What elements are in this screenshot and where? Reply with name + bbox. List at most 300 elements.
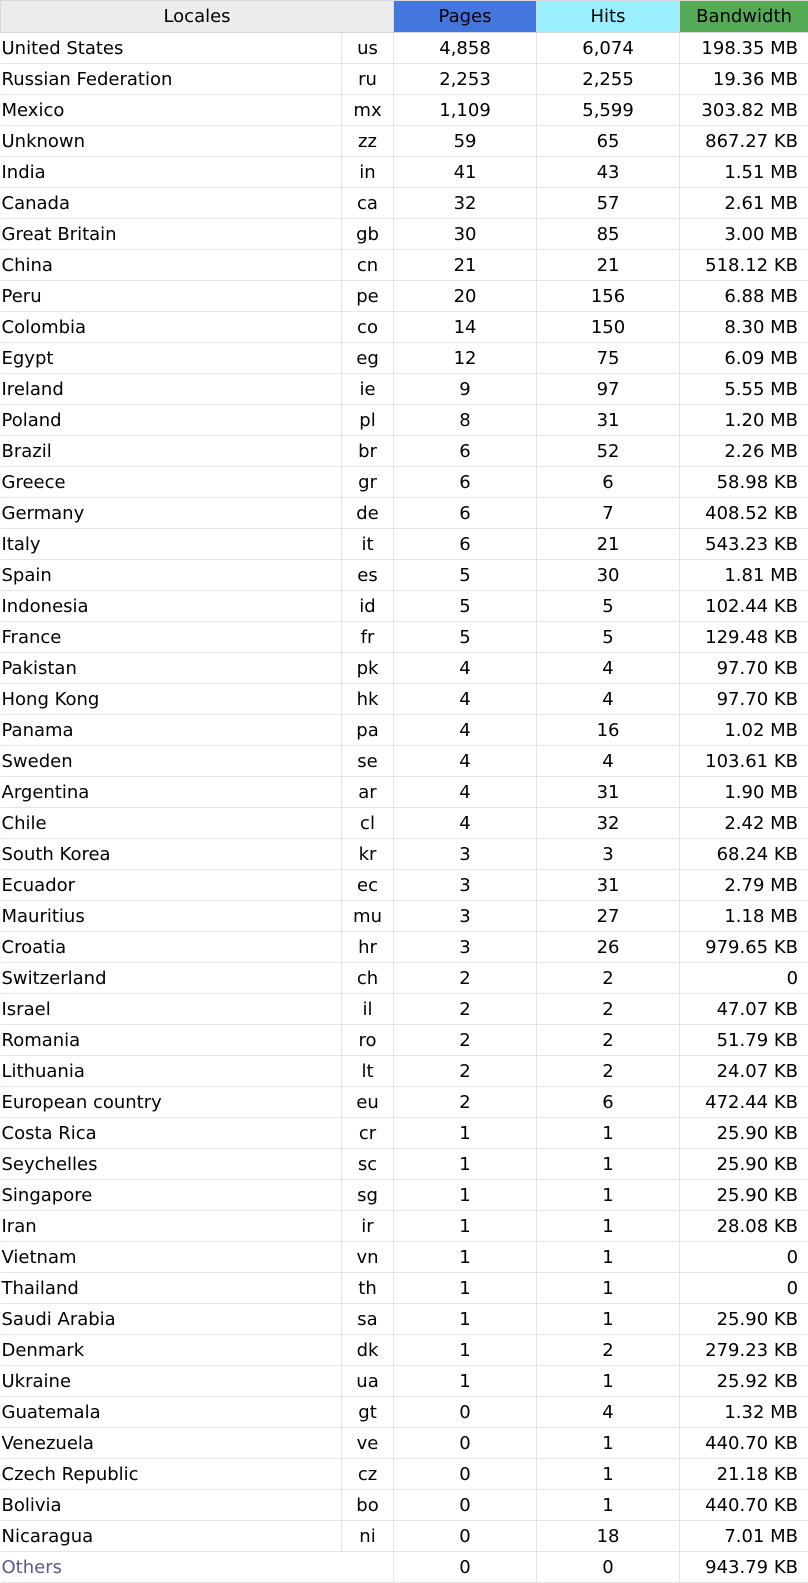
- country-name: South Korea: [1, 839, 342, 870]
- bandwidth-value: 28.08 KB: [680, 1211, 808, 1242]
- country-code: th: [342, 1273, 394, 1304]
- pages-value: 2,253: [394, 64, 537, 95]
- country-name: Poland: [1, 405, 342, 436]
- table-row: [1, 374, 808, 405]
- country-code: gt: [342, 1397, 394, 1428]
- bandwidth-value: 25.90 KB: [680, 1304, 808, 1335]
- pages-value: 1: [394, 1242, 537, 1273]
- country-name: Germany: [1, 498, 342, 529]
- country-code: pa: [342, 715, 394, 746]
- country-code: eg: [342, 343, 394, 374]
- pages-value: 4: [394, 808, 537, 839]
- pages-value: 59: [394, 126, 537, 157]
- hits-value: 6: [537, 1087, 680, 1118]
- country-name: Croatia: [1, 932, 342, 963]
- bandwidth-value: 25.90 KB: [680, 1180, 808, 1211]
- table-row: [1, 684, 808, 715]
- table-row: [1, 219, 808, 250]
- hits-value: 4: [537, 653, 680, 684]
- country-code: ie: [342, 374, 394, 405]
- country-code: ve: [342, 1428, 394, 1459]
- pages-value: 2: [394, 1087, 537, 1118]
- table-row: [1, 498, 808, 529]
- hits-value: 156: [537, 281, 680, 312]
- country-code: mu: [342, 901, 394, 932]
- bandwidth-value: 1.02 MB: [680, 715, 808, 746]
- pages-value: 6: [394, 467, 537, 498]
- pages-value: 0: [394, 1521, 537, 1552]
- country-code: dk: [342, 1335, 394, 1366]
- hits-value: 43: [537, 157, 680, 188]
- others-row: [1, 1552, 808, 1583]
- table-row: [1, 994, 808, 1025]
- country-code: pk: [342, 653, 394, 684]
- country-name: Greece: [1, 467, 342, 498]
- country-name: Great Britain: [1, 219, 342, 250]
- hits-value: 3: [537, 839, 680, 870]
- country-code: it: [342, 529, 394, 560]
- pages-value: 1: [394, 1180, 537, 1211]
- pages-value: 1: [394, 1366, 537, 1397]
- bandwidth-value: 1.20 MB: [680, 405, 808, 436]
- country-name: Chile: [1, 808, 342, 839]
- country-name: Guatemala: [1, 1397, 342, 1428]
- table-row: [1, 901, 808, 932]
- header-bandwidth: Bandwidth: [680, 1, 808, 33]
- table-row: [1, 436, 808, 467]
- country-code: ro: [342, 1025, 394, 1056]
- others-hits: 0: [537, 1552, 680, 1583]
- country-name: Ireland: [1, 374, 342, 405]
- table-row: [1, 95, 808, 126]
- bandwidth-value: 25.90 KB: [680, 1118, 808, 1149]
- bandwidth-value: 2.26 MB: [680, 436, 808, 467]
- country-code: cl: [342, 808, 394, 839]
- bandwidth-value: 97.70 KB: [680, 684, 808, 715]
- country-name: Brazil: [1, 436, 342, 467]
- hits-value: 2: [537, 1025, 680, 1056]
- table-row: [1, 1335, 808, 1366]
- hits-value: 4: [537, 1397, 680, 1428]
- hits-value: 150: [537, 312, 680, 343]
- pages-value: 32: [394, 188, 537, 219]
- table-row: [1, 1180, 808, 1211]
- hits-value: 1: [537, 1242, 680, 1273]
- pages-value: 0: [394, 1490, 537, 1521]
- bandwidth-value: 19.36 MB: [680, 64, 808, 95]
- country-code: il: [342, 994, 394, 1025]
- country-name: Nicaragua: [1, 1521, 342, 1552]
- pages-value: 1: [394, 1149, 537, 1180]
- country-name: Panama: [1, 715, 342, 746]
- country-name: Romania: [1, 1025, 342, 1056]
- pages-value: 1: [394, 1211, 537, 1242]
- country-name: Spain: [1, 560, 342, 591]
- country-name: Mauritius: [1, 901, 342, 932]
- country-name: Pakistan: [1, 653, 342, 684]
- country-code: eu: [342, 1087, 394, 1118]
- country-code: es: [342, 560, 394, 591]
- pages-value: 21: [394, 250, 537, 281]
- pages-value: 6: [394, 498, 537, 529]
- table-row: [1, 1056, 808, 1087]
- country-name: Egypt: [1, 343, 342, 374]
- table-row: [1, 746, 808, 777]
- country-code: id: [342, 591, 394, 622]
- hits-value: 2: [537, 963, 680, 994]
- hits-value: 1: [537, 1366, 680, 1397]
- pages-value: 2: [394, 1025, 537, 1056]
- bandwidth-value: 440.70 KB: [680, 1490, 808, 1521]
- pages-value: 3: [394, 932, 537, 963]
- hits-value: 1: [537, 1490, 680, 1521]
- country-name: Switzerland: [1, 963, 342, 994]
- pages-value: 2: [394, 994, 537, 1025]
- country-code: pl: [342, 405, 394, 436]
- country-name: France: [1, 622, 342, 653]
- country-code: ec: [342, 870, 394, 901]
- country-name: Venezuela: [1, 1428, 342, 1459]
- hits-value: 57: [537, 188, 680, 219]
- pages-value: 4: [394, 684, 537, 715]
- bandwidth-value: 6.09 MB: [680, 343, 808, 374]
- table-row: [1, 1428, 808, 1459]
- others-bandwidth: 943.79 KB: [680, 1552, 808, 1583]
- bandwidth-value: 24.07 KB: [680, 1056, 808, 1087]
- pages-value: 4: [394, 777, 537, 808]
- others-pages: 0: [394, 1552, 537, 1583]
- pages-value: 41: [394, 157, 537, 188]
- hits-value: 1: [537, 1180, 680, 1211]
- country-code: pe: [342, 281, 394, 312]
- table-row: [1, 870, 808, 901]
- country-name: Argentina: [1, 777, 342, 808]
- bandwidth-value: 2.61 MB: [680, 188, 808, 219]
- bandwidth-value: 1.81 MB: [680, 560, 808, 591]
- header-hits: Hits: [537, 1, 680, 33]
- country-name: United States: [1, 33, 342, 64]
- table-row: [1, 560, 808, 591]
- country-code: sa: [342, 1304, 394, 1335]
- table-row: [1, 33, 808, 64]
- bandwidth-value: 58.98 KB: [680, 467, 808, 498]
- table-row: [1, 808, 808, 839]
- bandwidth-value: 867.27 KB: [680, 126, 808, 157]
- country-code: in: [342, 157, 394, 188]
- pages-value: 1: [394, 1273, 537, 1304]
- bandwidth-value: 408.52 KB: [680, 498, 808, 529]
- hits-value: 5,599: [537, 95, 680, 126]
- hits-value: 1: [537, 1149, 680, 1180]
- country-name: Sweden: [1, 746, 342, 777]
- country-code: ru: [342, 64, 394, 95]
- country-name: Singapore: [1, 1180, 342, 1211]
- header-row: [1, 1, 808, 33]
- hits-value: 65: [537, 126, 680, 157]
- country-code: ir: [342, 1211, 394, 1242]
- table-row: [1, 64, 808, 95]
- bandwidth-value: 7.01 MB: [680, 1521, 808, 1552]
- table-row: [1, 1304, 808, 1335]
- pages-value: 5: [394, 622, 537, 653]
- hits-value: 31: [537, 405, 680, 436]
- table-row: [1, 932, 808, 963]
- pages-value: 1,109: [394, 95, 537, 126]
- country-code: fr: [342, 622, 394, 653]
- pages-value: 6: [394, 436, 537, 467]
- hits-value: 7: [537, 498, 680, 529]
- table-row: [1, 529, 808, 560]
- table-row: [1, 1149, 808, 1180]
- pages-value: 0: [394, 1459, 537, 1490]
- table-row: [1, 1118, 808, 1149]
- bandwidth-value: 8.30 MB: [680, 312, 808, 343]
- bandwidth-value: 3.00 MB: [680, 219, 808, 250]
- pages-value: 2: [394, 1056, 537, 1087]
- table-row: [1, 963, 808, 994]
- hits-value: 2: [537, 1056, 680, 1087]
- country-code: cn: [342, 250, 394, 281]
- pages-value: 4: [394, 746, 537, 777]
- hits-value: 2: [537, 994, 680, 1025]
- table-row: [1, 1521, 808, 1552]
- hits-value: 97: [537, 374, 680, 405]
- hits-value: 30: [537, 560, 680, 591]
- country-name: Peru: [1, 281, 342, 312]
- country-name: Vietnam: [1, 1242, 342, 1273]
- bandwidth-value: 51.79 KB: [680, 1025, 808, 1056]
- bandwidth-value: 47.07 KB: [680, 994, 808, 1025]
- country-code: lt: [342, 1056, 394, 1087]
- table-row: [1, 157, 808, 188]
- hits-value: 18: [537, 1521, 680, 1552]
- table-row: [1, 777, 808, 808]
- country-name: Costa Rica: [1, 1118, 342, 1149]
- pages-value: 4,858: [394, 33, 537, 64]
- country-name: Russian Federation: [1, 64, 342, 95]
- hits-value: 2: [537, 1335, 680, 1366]
- bandwidth-value: 103.61 KB: [680, 746, 808, 777]
- country-name: Hong Kong: [1, 684, 342, 715]
- table-row: [1, 467, 808, 498]
- country-name: Ecuador: [1, 870, 342, 901]
- table-row: [1, 126, 808, 157]
- hits-value: 32: [537, 808, 680, 839]
- country-name: India: [1, 157, 342, 188]
- pages-value: 1: [394, 1118, 537, 1149]
- hits-value: 16: [537, 715, 680, 746]
- country-name: Mexico: [1, 95, 342, 126]
- table-row: [1, 1242, 808, 1273]
- hits-value: 1: [537, 1273, 680, 1304]
- header-locales: Locales: [1, 1, 394, 33]
- table-row: [1, 343, 808, 374]
- bandwidth-value: 2.79 MB: [680, 870, 808, 901]
- others-link[interactable]: Others: [1, 1552, 394, 1583]
- hits-value: 1: [537, 1428, 680, 1459]
- country-name: China: [1, 250, 342, 281]
- hits-value: 75: [537, 343, 680, 374]
- bandwidth-value: 0: [680, 1273, 808, 1304]
- bandwidth-value: 0: [680, 963, 808, 994]
- hits-value: 31: [537, 870, 680, 901]
- bandwidth-value: 25.92 KB: [680, 1366, 808, 1397]
- bandwidth-value: 303.82 MB: [680, 95, 808, 126]
- table-row: [1, 188, 808, 219]
- country-code: mx: [342, 95, 394, 126]
- country-name: Ukraine: [1, 1366, 342, 1397]
- table-row: [1, 1490, 808, 1521]
- table-row: [1, 839, 808, 870]
- hits-value: 27: [537, 901, 680, 932]
- table-row: [1, 1397, 808, 1428]
- bandwidth-value: 68.24 KB: [680, 839, 808, 870]
- hits-value: 2,255: [537, 64, 680, 95]
- hits-value: 52: [537, 436, 680, 467]
- hits-value: 4: [537, 684, 680, 715]
- table-row: [1, 405, 808, 436]
- country-code: ca: [342, 188, 394, 219]
- country-code: hr: [342, 932, 394, 963]
- bandwidth-value: 1.90 MB: [680, 777, 808, 808]
- country-code: se: [342, 746, 394, 777]
- country-code: gb: [342, 219, 394, 250]
- country-name: Israel: [1, 994, 342, 1025]
- hits-value: 6,074: [537, 33, 680, 64]
- country-code: cz: [342, 1459, 394, 1490]
- bandwidth-value: 0: [680, 1242, 808, 1273]
- country-name: Saudi Arabia: [1, 1304, 342, 1335]
- bandwidth-value: 1.51 MB: [680, 157, 808, 188]
- hits-value: 5: [537, 591, 680, 622]
- table-row: [1, 653, 808, 684]
- pages-value: 8: [394, 405, 537, 436]
- country-name: Bolivia: [1, 1490, 342, 1521]
- pages-value: 0: [394, 1397, 537, 1428]
- country-name: Czech Republic: [1, 1459, 342, 1490]
- bandwidth-value: 472.44 KB: [680, 1087, 808, 1118]
- pages-value: 2: [394, 963, 537, 994]
- hits-value: 6: [537, 467, 680, 498]
- table-row: [1, 281, 808, 312]
- bandwidth-value: 129.48 KB: [680, 622, 808, 653]
- bandwidth-value: 5.55 MB: [680, 374, 808, 405]
- country-name: Lithuania: [1, 1056, 342, 1087]
- pages-value: 5: [394, 591, 537, 622]
- country-code: kr: [342, 839, 394, 870]
- pages-value: 3: [394, 901, 537, 932]
- country-name: Unknown: [1, 126, 342, 157]
- bandwidth-value: 25.90 KB: [680, 1149, 808, 1180]
- hits-value: 1: [537, 1304, 680, 1335]
- pages-value: 12: [394, 343, 537, 374]
- pages-value: 5: [394, 560, 537, 591]
- pages-value: 4: [394, 715, 537, 746]
- hits-value: 21: [537, 250, 680, 281]
- table-row: [1, 591, 808, 622]
- country-code: cr: [342, 1118, 394, 1149]
- table-row: [1, 1087, 808, 1118]
- country-code: ch: [342, 963, 394, 994]
- country-code: ar: [342, 777, 394, 808]
- bandwidth-value: 198.35 MB: [680, 33, 808, 64]
- country-name: Canada: [1, 188, 342, 219]
- bandwidth-value: 440.70 KB: [680, 1428, 808, 1459]
- table-row: [1, 312, 808, 343]
- country-code: vn: [342, 1242, 394, 1273]
- hits-value: 85: [537, 219, 680, 250]
- hits-value: 31: [537, 777, 680, 808]
- bandwidth-value: 6.88 MB: [680, 281, 808, 312]
- country-code: br: [342, 436, 394, 467]
- table-row: [1, 1273, 808, 1304]
- bandwidth-value: 1.18 MB: [680, 901, 808, 932]
- country-name: Italy: [1, 529, 342, 560]
- hits-value: 1: [537, 1211, 680, 1242]
- hits-value: 26: [537, 932, 680, 963]
- pages-value: 30: [394, 219, 537, 250]
- pages-value: 0: [394, 1428, 537, 1459]
- country-name: Colombia: [1, 312, 342, 343]
- hits-value: 5: [537, 622, 680, 653]
- hits-value: 21: [537, 529, 680, 560]
- country-code: ua: [342, 1366, 394, 1397]
- country-code: zz: [342, 126, 394, 157]
- country-code: sc: [342, 1149, 394, 1180]
- table-row: [1, 1211, 808, 1242]
- header-pages: Pages: [394, 1, 537, 33]
- country-name: Indonesia: [1, 591, 342, 622]
- pages-value: 20: [394, 281, 537, 312]
- table-row: [1, 622, 808, 653]
- country-name: European country: [1, 1087, 342, 1118]
- pages-value: 9: [394, 374, 537, 405]
- country-code: co: [342, 312, 394, 343]
- country-code: bo: [342, 1490, 394, 1521]
- country-name: Denmark: [1, 1335, 342, 1366]
- bandwidth-value: 1.32 MB: [680, 1397, 808, 1428]
- bandwidth-value: 102.44 KB: [680, 591, 808, 622]
- pages-value: 3: [394, 839, 537, 870]
- table-body: [1, 33, 808, 1583]
- table-row: [1, 715, 808, 746]
- table-row: [1, 1459, 808, 1490]
- table-row: [1, 1366, 808, 1397]
- hits-value: 4: [537, 746, 680, 777]
- table-row: [1, 1025, 808, 1056]
- pages-value: 1: [394, 1304, 537, 1335]
- hits-value: 1: [537, 1459, 680, 1490]
- country-name: Thailand: [1, 1273, 342, 1304]
- pages-value: 4: [394, 653, 537, 684]
- pages-value: 6: [394, 529, 537, 560]
- country-code: de: [342, 498, 394, 529]
- hits-value: 1: [537, 1118, 680, 1149]
- country-code: sg: [342, 1180, 394, 1211]
- bandwidth-value: 97.70 KB: [680, 653, 808, 684]
- bandwidth-value: 2.42 MB: [680, 808, 808, 839]
- pages-value: 3: [394, 870, 537, 901]
- bandwidth-value: 979.65 KB: [680, 932, 808, 963]
- bandwidth-value: 543.23 KB: [680, 529, 808, 560]
- bandwidth-value: 518.12 KB: [680, 250, 808, 281]
- country-name: Seychelles: [1, 1149, 342, 1180]
- pages-value: 14: [394, 312, 537, 343]
- bandwidth-value: 21.18 KB: [680, 1459, 808, 1490]
- country-code: ni: [342, 1521, 394, 1552]
- country-code: gr: [342, 467, 394, 498]
- pages-value: 1: [394, 1335, 537, 1366]
